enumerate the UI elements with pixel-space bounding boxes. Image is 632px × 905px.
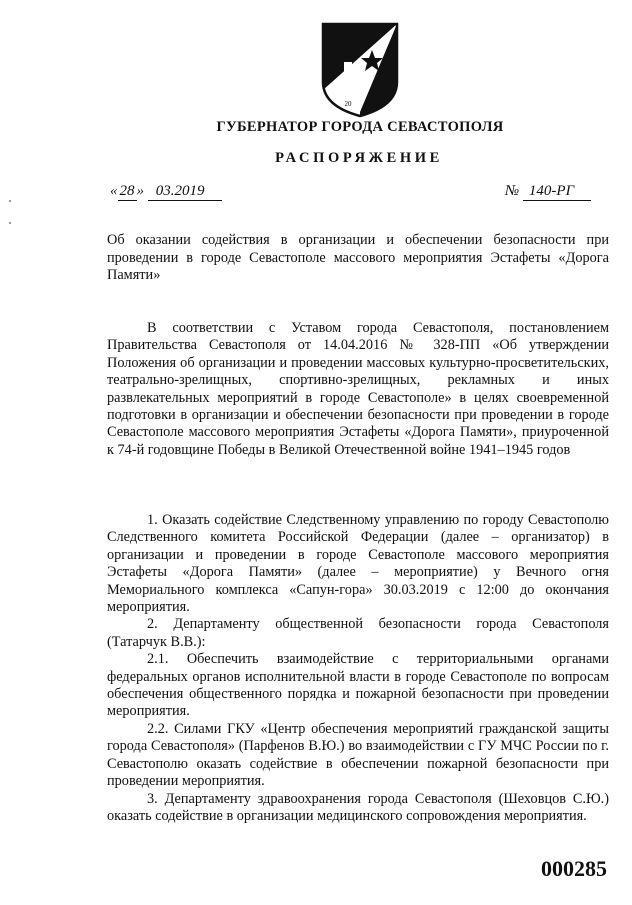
- point-1: 1. Оказать содействие Следственному управлению по городу Севастополю Следственного комитета Российской Федерации (далее – организатор) в организации и проведении в городе Севастополе массового мероприятия Эстафеты «Дорога Памяти» (далее – мероприятие) у Вечного огня Мемориального комплекса «Сапун-гора» 30.03.2019 с 12:00 до окончания мероприятия.: [107, 512, 609, 616]
- scan-mark: [9, 222, 11, 224]
- svg-text:20: 20: [344, 100, 352, 108]
- point-2: 2. Департаменту общественной безопасности города Севастополя (Татарчук В.В.):: [107, 616, 609, 650]
- registration-number: 000285: [541, 856, 607, 881]
- sevastopol-coat-of-arms-icon: [320, 20, 400, 118]
- scan-mark: [9, 200, 11, 202]
- order-date: [110, 183, 222, 201]
- preamble-text: В соответствии с Уставом города Севастополя, постановлением Правительства Севастополя от 14.04.2016 № 328-ПП «Об утверждении Положения об организации и проведении массовых культурно-просветительских, театрально-зрелищных, спортивно-зрелищных, рекламных и иных развлекательных мероприятий в городе Севастополе» в целях своевременной подготовки в организации и обеспечении безопасности при проведении в городе Севастополе массового мероприятия Эстафеты «Дорога Памяти», приуроченной к 74-й годовщине Победы в Великой Отечественной войне 1941–1945 годов: [107, 320, 609, 458]
- order-points: [107, 512, 609, 825]
- preamble: [107, 320, 609, 459]
- date-open-quote: «: [110, 183, 118, 199]
- date-month-year: 03.2019: [148, 183, 222, 201]
- date-close-quote: »: [136, 183, 144, 199]
- date-day: 28: [119, 183, 135, 199]
- document-type-heading: РАСПОРЯЖЕНИЕ: [275, 150, 443, 166]
- point-2-1: 2.1. Обеспечить взаимодействие с территориальными органами федеральных органов исполнительной власти в городе Севастополе по вопросам обеспечения общественного порядка и пожарной безопасности при проведении мероприятия.: [107, 651, 609, 720]
- order-title: Об оказании содействия в организации и обеспечении безопасности при проведении в городе Севастополе массового мероприятия Эстафеты «Дорога Памяти»: [107, 232, 609, 283]
- point-3: 3. Департаменту здравоохранения города Севастополя (Шеховцов С.Ю.) оказать содействие в организации медицинского сопровождения мероприятия.: [107, 790, 609, 824]
- point-2-2: 2.2. Силами ГКУ «Центр обеспечения мероприятий гражданской защиты города Севастополя» (Парфенов В.Ю.) во взаимодействии с ГУ МЧС России по г. Севастополю оказать содействие в обеспечении пожарной безопасности при проведении мероприятия.: [107, 720, 609, 790]
- number-value: 140-РГ: [523, 183, 591, 201]
- authority-heading: ГУБЕРНАТОР ГОРОДА СЕВАСТОПОЛЯ: [216, 119, 504, 135]
- number-sign: №: [505, 183, 520, 199]
- order-number: [505, 183, 591, 201]
